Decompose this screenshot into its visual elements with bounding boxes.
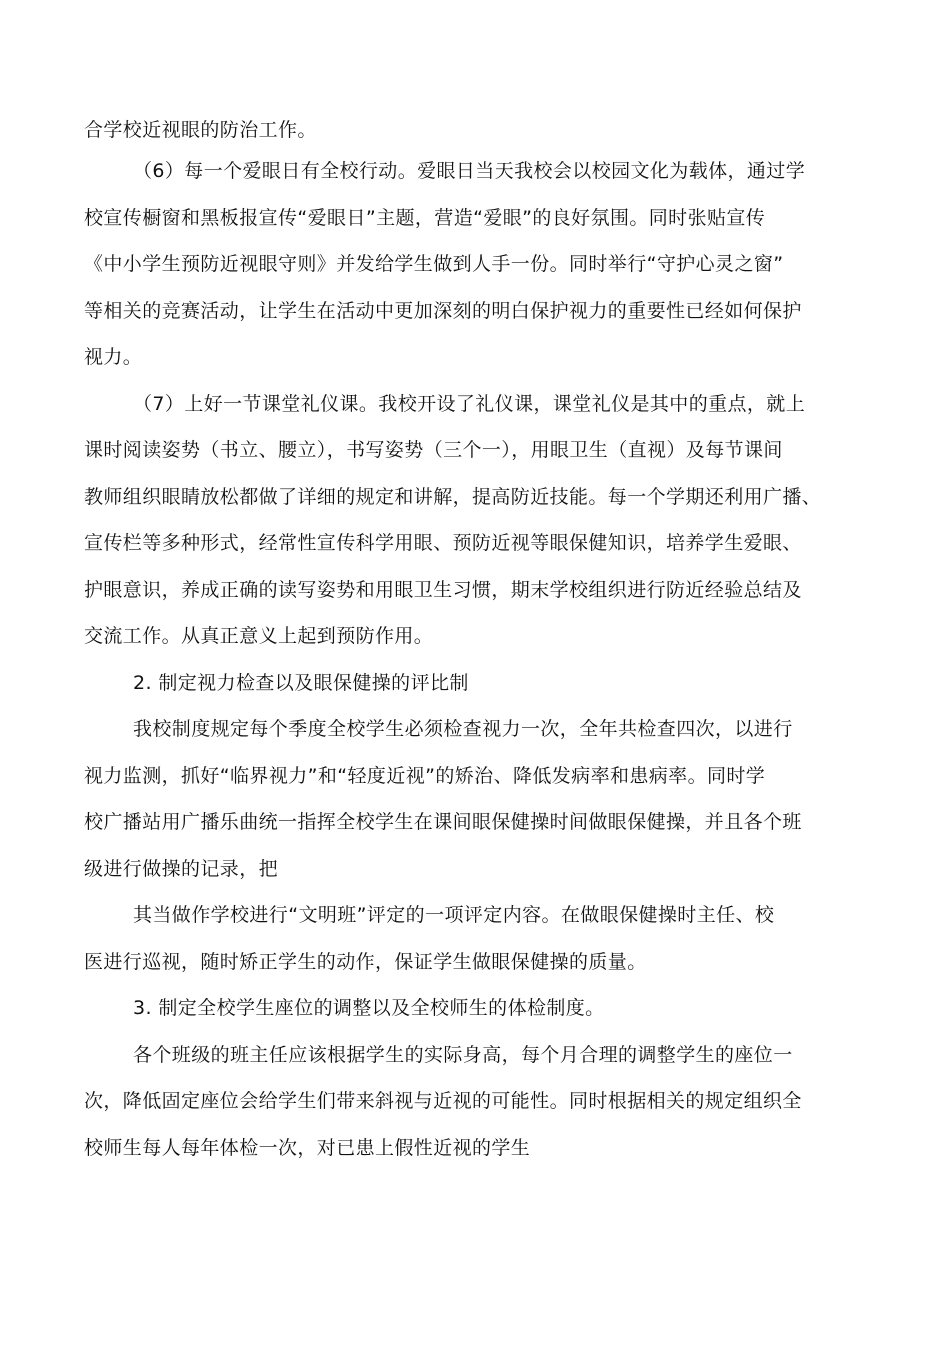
section-heading: 3. 制定全校学生座位的调整以及全校师生的体检制度。 [133, 997, 605, 1019]
text-line: 其当做作学校进行“文明班”评定的一项评定内容。在做眼保健操时主任、校 [133, 904, 775, 926]
section-heading: 2. 制定视力检查以及眼保健操的评比制 [133, 672, 469, 694]
text-line: 合学校近视眼的防治工作。 [84, 119, 317, 141]
text-line: （7）上好一节课堂礼仪课。我校开设了礼仪课，课堂礼仪是其中的重点，就上 [133, 393, 806, 415]
text-line: 教师组织眼睛放松都做了详细的规定和讲解，提高防近技能。每一个学期还利用广播、 [84, 486, 822, 508]
text-line: 级进行做操的记录，把 [84, 858, 279, 880]
text-line: 视力。 [84, 346, 143, 368]
text-line: 《中小学生预防近视眼守则》并发给学生做到人手一份。同时举行“守护心灵之窗” [84, 253, 784, 275]
text-line: 校广播站用广播乐曲统一指挥全校学生在课间眼保健操时间做眼保健操，并且各个班 [84, 811, 802, 833]
text-line: （6）每一个爱眼日有全校行动。爱眼日当天我校会以校园文化为载体，通过学 [133, 160, 806, 182]
text-line: 交流工作。从真正意义上起到预防作用。 [84, 625, 434, 647]
text-line: 各个班级的班主任应该根据学生的实际身高，每个月合理的调整学生的座位一 [133, 1044, 793, 1066]
text-line: 次，降低固定座位会给学生们带来斜视与近视的可能性。同时根据相关的规定组织全 [84, 1090, 802, 1112]
text-line: 医进行巡视，随时矫正学生的动作，保证学生做眼保健操的质量。 [84, 951, 647, 973]
text-line: 宣传栏等多种形式，经常性宣传科学用眼、预防近视等眼保健知识，培养学生爱眼、 [84, 532, 802, 554]
text-line: 等相关的竞赛活动，让学生在活动中更加深刻的明白保护视力的重要性已经如何保护 [84, 300, 802, 322]
text-line: 课时阅读姿势（书立、腰立），书写姿势（三个一），用眼卫生（直视）及每节课间 [84, 439, 783, 461]
text-line: 视力监测，抓好“临界视力”和“轻度近视”的矫治、降低发病率和患病率。同时学 [84, 765, 766, 787]
text-line: 校师生每人每年体检一次，对已患上假性近视的学生 [84, 1137, 531, 1159]
text-line: 护眼意识，养成正确的读写姿势和用眼卫生习惯，期末学校组织进行防近经验总结及 [84, 579, 802, 601]
text-line: 我校制度规定每个季度全校学生必须检查视力一次，全年共检查四次，以进行 [133, 718, 793, 740]
text-line: 校宣传橱窗和黑板报宣传“爱眼日”主题，营造“爱眼”的良好氛围。同时张贴宣传 [84, 207, 766, 229]
